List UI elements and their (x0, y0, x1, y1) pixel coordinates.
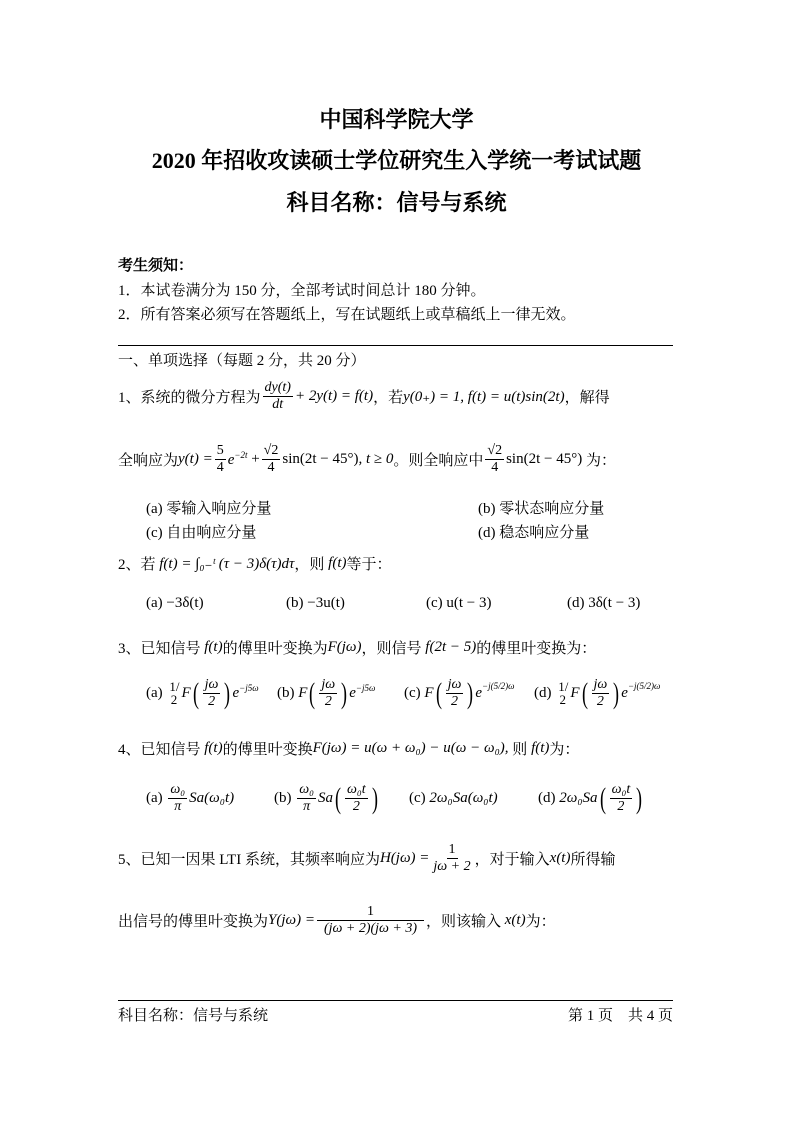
subject-title: 科目名称：信号与系统 (286, 190, 507, 215)
math: f(t) (204, 740, 223, 756)
fraction (262, 443, 281, 476)
parenthesis: ) (341, 676, 348, 710)
math: + 2y(t) = f(t) (294, 388, 374, 405)
footer-subject: 科目名称：信号与系统 (118, 1008, 269, 1024)
parenthesis: ( (435, 676, 442, 710)
q3-option-b (277, 677, 375, 710)
q4-text: 则 (512, 742, 528, 758)
math-part: jω (203, 677, 221, 694)
fraction (610, 782, 633, 815)
q3-option-d (534, 677, 660, 710)
math-part: ω₀t (610, 782, 633, 799)
math-part: F (181, 685, 191, 702)
q5-text: ，对于输入 (474, 852, 550, 869)
math-part: −j5ω (355, 683, 376, 693)
question-5-line-2 (118, 904, 556, 937)
q3-text: 的傅里叶变换为： (476, 641, 597, 657)
math-part: √2 (262, 443, 281, 460)
fraction (263, 380, 293, 413)
math-part: −2t (234, 450, 248, 461)
math-part: jω + 2 (433, 859, 471, 875)
q4-option-c (409, 790, 498, 807)
math-part: 2 (208, 694, 216, 710)
parenthesis: ( (599, 781, 606, 815)
math: f(t) = ∫₀₋ᵗ (τ − 3)δ(τ)dτ (159, 556, 295, 572)
math-part: dt (272, 397, 284, 413)
parenthesis: ) (371, 781, 378, 815)
math-part: 2ω₀Sa (559, 790, 598, 807)
question-1-line-1 (118, 380, 610, 413)
math: Y(jω) = (268, 912, 315, 929)
math: f(t) (204, 639, 223, 655)
q4-text: 4、已知信号 (118, 742, 201, 758)
math (228, 450, 248, 469)
q4-text: 的傅里叶变换 (222, 742, 313, 758)
math-part: F (298, 685, 308, 702)
fraction (485, 443, 504, 476)
fraction (203, 677, 221, 710)
question-1-line-2 (118, 443, 616, 476)
q5-text: 出信号的傅里叶变换为 (118, 914, 269, 931)
math-part: 2 (596, 694, 604, 710)
notice-item: 1．本试卷满分为 150 分，全部考试时间总计 180 分钟。 (118, 283, 486, 299)
math-part: 4 (216, 460, 224, 476)
q3-option-c (404, 677, 514, 710)
math-part: e (475, 685, 483, 702)
fraction (215, 443, 226, 476)
fraction (319, 677, 337, 710)
q4-option-b (274, 782, 380, 815)
q1-text: 为： (585, 453, 616, 470)
math-part: ω₀ (168, 782, 187, 799)
math-part: Sa(ω₀t) (189, 790, 235, 807)
parenthesis: ) (613, 676, 620, 710)
fraction (431, 842, 472, 875)
math-part: π (174, 799, 182, 815)
math-part: (c) (404, 685, 421, 702)
math: , t ≥ 0 (358, 451, 394, 468)
math-part: −j(5/2)ω (482, 681, 515, 691)
q5-text: 5、已知一因果 LTI 系统，其频率响应为 (118, 852, 380, 869)
math-part: (b) (274, 790, 292, 807)
parenthesis: ( (309, 676, 316, 710)
question-2 (118, 553, 392, 574)
question-4 (118, 738, 579, 759)
math-part: 5 (215, 443, 226, 460)
math-part: (c) (409, 790, 426, 806)
q2-option-a: (a) −3δ(t) (146, 595, 204, 611)
q2-text: 等于： (346, 557, 392, 573)
math-part: 4 (267, 460, 275, 476)
section-heading: 一、单项选择（每题 2 分，共 20 分） (118, 353, 366, 369)
q2-option-b: (b) −3u(t) (286, 595, 345, 611)
math: x(t) (504, 912, 526, 929)
fraction (592, 677, 610, 710)
q1-option-a: (a) 零输入响应分量 (146, 501, 272, 517)
coefficient-fraction: 1/2 (169, 679, 180, 707)
math-part: 2 (324, 694, 332, 710)
notice-item: 2．所有答案必须写在答题纸上，写在试题纸上或草稿纸上一律无效。 (118, 307, 576, 323)
q2-text: 2、若 (118, 557, 156, 573)
q1-text: 全响应为 (118, 453, 179, 470)
footer-page-number: 第 1 页 共 4 页 (567, 1008, 673, 1024)
q1-text: 。则全响应中 (393, 453, 484, 470)
q4-option-a (146, 782, 234, 815)
parenthesis: ( (581, 676, 588, 710)
math-part: 2 (617, 799, 625, 815)
q4-text: 为： (549, 742, 580, 758)
math-part: (d) (534, 685, 552, 702)
q3-text: 的傅里叶变换为 (222, 641, 328, 657)
math: y(0₊) = 1, f(t) = u(t)sin(2t) (403, 389, 565, 406)
math: f(2t − 5) (425, 639, 477, 655)
math: sin(2t − 45°) (282, 451, 359, 468)
fraction (345, 782, 368, 815)
q2-text: ，则 (294, 557, 325, 573)
q2-option-d: (d) 3δ(t − 3) (567, 595, 641, 611)
q1-text: ，解得 (564, 390, 610, 407)
math-part: (b) (277, 685, 295, 702)
math-part: 1 (317, 904, 424, 921)
q3-text: ，则信号 (361, 641, 422, 657)
parenthesis: ) (224, 676, 231, 710)
math-part: (d) (538, 790, 556, 807)
q3-text: 3、已知信号 (118, 641, 201, 657)
exam-title: 2020 年招收攻读硕士学位研究生入学统一考试试题 (151, 148, 642, 173)
math-part: e (621, 685, 628, 702)
q1-text: ，若 (373, 390, 404, 407)
math-part: 2ω₀Sa(ω₀t) (429, 790, 498, 806)
q1-option-b: (b) 零状态响应分量 (478, 501, 605, 517)
math-part: e (232, 685, 240, 702)
math: f(t) (328, 555, 347, 571)
math-part: 1 (447, 842, 458, 859)
question-5-line-1 (118, 842, 616, 875)
math-part: 2 (352, 799, 360, 815)
math-part: jω (319, 677, 337, 694)
q5-text: ，则该输入 (425, 914, 501, 931)
math-part: −j(5/2)ω (627, 681, 661, 691)
math: + (251, 451, 260, 468)
math-part: √2 (485, 443, 504, 460)
math-part: dy(t) (263, 380, 293, 397)
q5-text: 为： (525, 914, 556, 931)
math-part: (a) (146, 790, 163, 807)
q5-text: 所得输 (570, 852, 616, 869)
footer-divider (118, 1000, 673, 1001)
fraction (168, 782, 187, 815)
math: f(t) (531, 740, 550, 756)
q1-text: 1、系统的微分方程为 (118, 390, 261, 407)
math-part: (a) (146, 685, 163, 702)
divider (118, 345, 673, 346)
fraction (297, 782, 316, 815)
math: x(t) (549, 850, 571, 867)
fraction (446, 677, 464, 710)
coefficient-fraction: 1/2 (558, 679, 569, 707)
math-part: e (227, 452, 235, 469)
fraction (317, 904, 424, 937)
q2-option-c: (c) u(t − 3) (426, 595, 492, 611)
math-part: Sa (318, 790, 334, 807)
q1-option-c: (c) 自由响应分量 (146, 525, 257, 541)
parenthesis: ( (192, 676, 199, 710)
math-part: π (303, 799, 311, 815)
parenthesis: ) (467, 676, 474, 710)
math-part: F (424, 685, 434, 702)
math: y(t) = (178, 451, 213, 468)
question-3 (118, 637, 596, 658)
q4-option-d (538, 782, 644, 815)
parenthesis: ) (636, 781, 643, 815)
math-part: 4 (491, 460, 499, 476)
q3-option-a (146, 677, 259, 710)
math: F(jω) = u(ω + ω₀) − u(ω − ω₀), (312, 740, 509, 756)
math-part: −j5ω (239, 683, 259, 693)
math-part: e (349, 685, 356, 702)
math: F(jω) (327, 639, 362, 655)
q1-option-d: (d) 稳态响应分量 (478, 525, 590, 541)
math-part: F (570, 685, 580, 702)
notice-title: 考生须知： (118, 258, 194, 274)
math-part: jω (446, 677, 464, 694)
math-part: 2 (450, 694, 458, 710)
math-part: ω₀ (297, 782, 316, 799)
math-part: (jω + 2)(jω + 3) (323, 921, 418, 937)
school-name: 中国科学院大学 (319, 107, 474, 132)
math-part: ω₀t (345, 782, 368, 799)
math: H(jω) = (379, 850, 430, 867)
math: sin(2t − 45°) (506, 451, 583, 468)
math-part: jω (592, 677, 610, 694)
parenthesis: ( (335, 781, 342, 815)
